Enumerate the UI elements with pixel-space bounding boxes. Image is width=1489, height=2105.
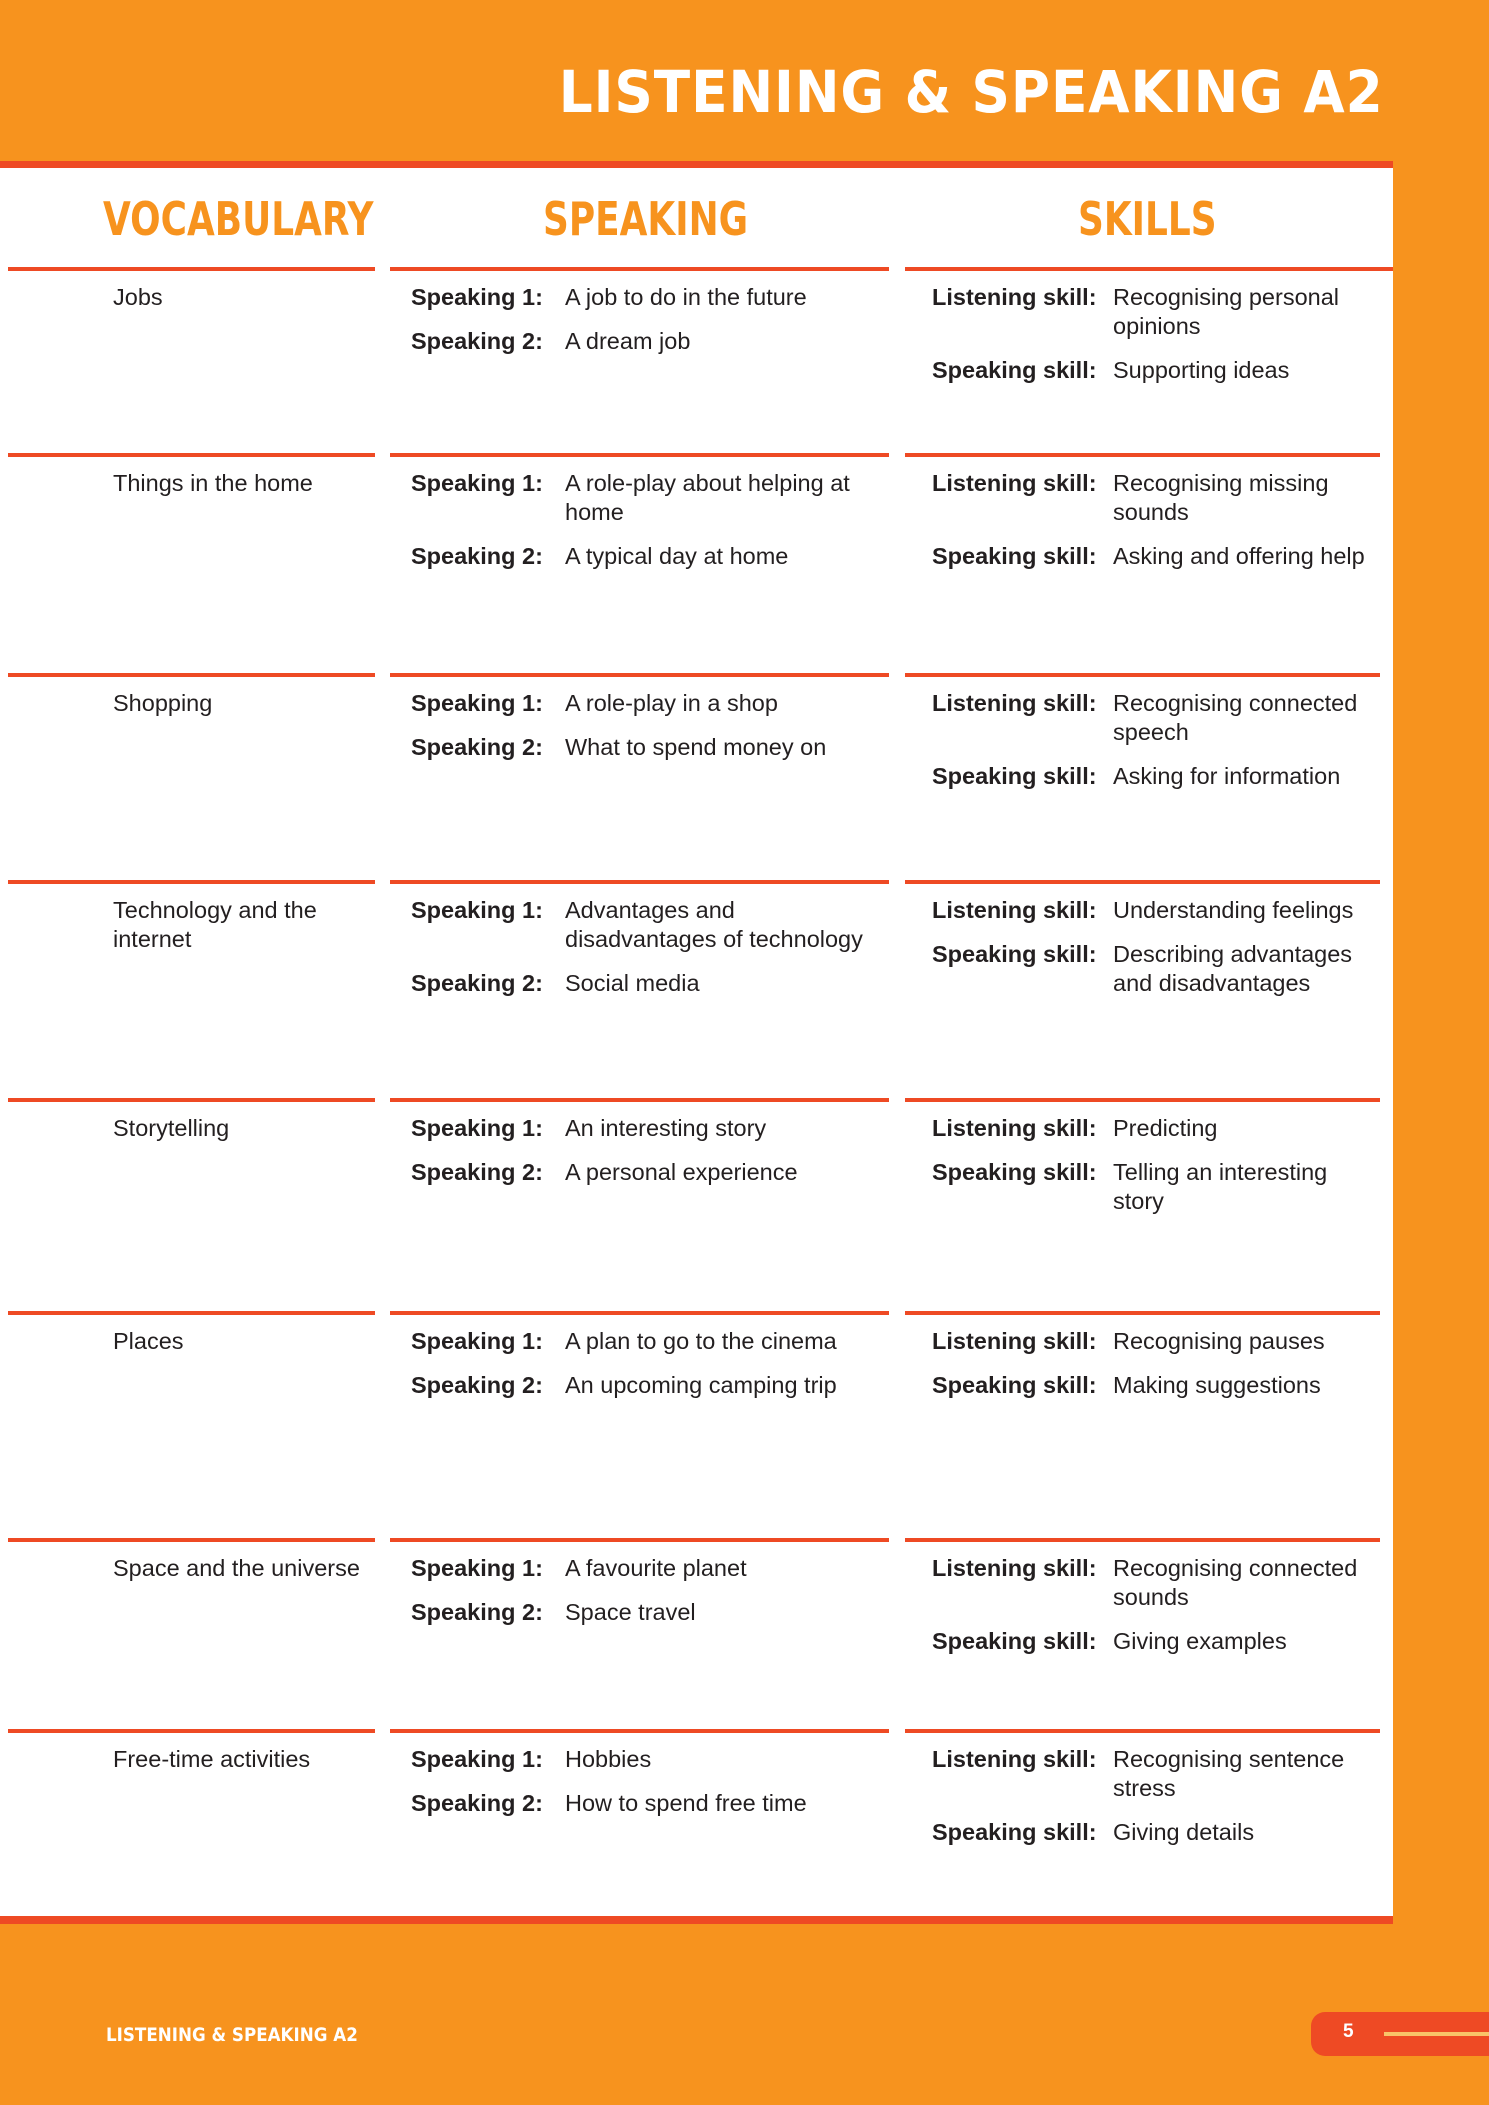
row-divider bbox=[905, 1311, 1380, 1315]
skill-value: Making suggestions bbox=[1113, 1372, 1321, 1398]
skill-item bbox=[932, 896, 1377, 925]
row-divider bbox=[8, 1729, 375, 1733]
skill-item bbox=[932, 356, 1377, 385]
skill-item bbox=[932, 542, 1377, 571]
speaking-label: Speaking 2: bbox=[411, 1159, 543, 1185]
skill-item bbox=[932, 1327, 1377, 1356]
speaking-label: Speaking 1: bbox=[411, 1555, 543, 1581]
speaking-item bbox=[411, 733, 881, 762]
skill-label: Listening skill: bbox=[932, 690, 1097, 716]
header-underline-vocabulary bbox=[8, 267, 375, 271]
skills-cell bbox=[932, 1554, 1377, 1671]
bottom-divider bbox=[0, 1916, 1393, 1924]
speaking-value: A job to do in the future bbox=[565, 284, 807, 310]
speaking-label: Speaking 2: bbox=[411, 970, 543, 996]
row-divider bbox=[905, 880, 1380, 884]
speaking-value: A role-play about helping at home bbox=[565, 470, 850, 525]
speaking-item bbox=[411, 1114, 881, 1143]
speaking-label: Speaking 2: bbox=[411, 734, 543, 760]
vocabulary-topic: Jobs bbox=[113, 284, 163, 310]
speaking-label: Speaking 2: bbox=[411, 1790, 543, 1816]
row-divider bbox=[390, 1098, 889, 1102]
speaking-item bbox=[411, 1327, 881, 1356]
skills-cell bbox=[932, 689, 1377, 806]
speaking-value: How to spend free time bbox=[565, 1790, 807, 1816]
speaking-cell bbox=[411, 283, 881, 371]
skill-label: Speaking skill: bbox=[932, 763, 1097, 789]
speaking-item bbox=[411, 469, 881, 527]
skills-cell bbox=[932, 1327, 1377, 1415]
speaking-value: A plan to go to the cinema bbox=[565, 1328, 837, 1354]
skill-label: Speaking skill: bbox=[932, 941, 1097, 967]
skills-cell bbox=[932, 1745, 1377, 1862]
skill-label: Listening skill: bbox=[932, 897, 1097, 923]
vocabulary-topic: Space and the universe bbox=[113, 1555, 360, 1581]
skill-value: Recognising personal opinions bbox=[1113, 284, 1340, 339]
skill-item bbox=[932, 1627, 1377, 1656]
column-header-speaking: SPEAKING bbox=[543, 192, 749, 246]
speaking-item bbox=[411, 1371, 881, 1400]
skills-cell bbox=[932, 896, 1377, 1013]
footer-title: LISTENING & SPEAKING A2 bbox=[106, 2024, 358, 2046]
skill-label: Listening skill: bbox=[932, 284, 1097, 310]
skill-value: Understanding feelings bbox=[1113, 897, 1354, 923]
row-divider bbox=[390, 1311, 889, 1315]
skill-label: Listening skill: bbox=[932, 1555, 1097, 1581]
speaking-value: A typical day at home bbox=[565, 543, 789, 569]
skill-value: Giving details bbox=[1113, 1819, 1255, 1845]
skill-item bbox=[932, 1554, 1377, 1612]
speaking-label: Speaking 1: bbox=[411, 470, 543, 496]
speaking-item bbox=[411, 542, 881, 571]
speaking-label: Speaking 1: bbox=[411, 690, 543, 716]
row-divider bbox=[905, 673, 1380, 677]
row-divider bbox=[8, 673, 375, 677]
row-divider bbox=[390, 880, 889, 884]
page-number-line bbox=[1384, 2032, 1489, 2036]
header-underline-skills bbox=[905, 267, 1393, 271]
speaking-label: Speaking 2: bbox=[411, 543, 543, 569]
column-header-vocabulary: VOCABULARY bbox=[103, 192, 374, 246]
speaking-label: Speaking 1: bbox=[411, 1115, 543, 1141]
skill-item bbox=[932, 1114, 1377, 1143]
skills-cell bbox=[932, 469, 1377, 586]
row-divider bbox=[905, 1098, 1380, 1102]
skill-value: Asking for information bbox=[1113, 763, 1341, 789]
vocabulary-topic: Things in the home bbox=[113, 470, 313, 496]
speaking-item bbox=[411, 969, 881, 998]
speaking-label: Speaking 2: bbox=[411, 328, 543, 354]
speaking-item bbox=[411, 1745, 881, 1774]
skill-item bbox=[932, 940, 1377, 998]
speaking-cell bbox=[411, 1327, 881, 1415]
skill-label: Speaking skill: bbox=[932, 1819, 1097, 1845]
vocabulary-topic: Shopping bbox=[113, 690, 213, 716]
speaking-value: An upcoming camping trip bbox=[565, 1372, 837, 1398]
skill-value: Recognising connected sounds bbox=[1113, 1555, 1358, 1610]
row-divider bbox=[905, 1729, 1380, 1733]
skill-item bbox=[932, 1158, 1377, 1216]
skill-label: Speaking skill: bbox=[932, 1372, 1097, 1398]
row-divider bbox=[8, 1538, 375, 1542]
vocabulary-topic: Places bbox=[113, 1328, 184, 1354]
row-divider bbox=[905, 1538, 1380, 1542]
top-divider bbox=[0, 161, 1393, 168]
row-divider bbox=[390, 673, 889, 677]
skill-label: Speaking skill: bbox=[932, 357, 1097, 383]
header-underline-speaking bbox=[390, 267, 889, 271]
row-divider bbox=[8, 880, 375, 884]
speaking-label: Speaking 1: bbox=[411, 284, 543, 310]
speaking-label: Speaking 2: bbox=[411, 1599, 543, 1625]
skill-value: Recognising sentence stress bbox=[1113, 1746, 1345, 1801]
vocabulary-topic: Technology and the internet bbox=[113, 897, 317, 952]
speaking-cell bbox=[411, 469, 881, 586]
skills-cell bbox=[932, 283, 1377, 400]
row-divider bbox=[8, 453, 375, 457]
skill-item bbox=[932, 1818, 1377, 1847]
skill-value: Asking and offering help bbox=[1113, 543, 1365, 569]
speaking-label: Speaking 1: bbox=[411, 1328, 543, 1354]
skill-label: Speaking skill: bbox=[932, 543, 1097, 569]
speaking-label: Speaking 2: bbox=[411, 1372, 543, 1398]
skill-item bbox=[932, 689, 1377, 747]
skill-value: Predicting bbox=[1113, 1115, 1218, 1141]
vocabulary-topic: Free-time activities bbox=[113, 1746, 311, 1772]
skill-value: Describing advantages and disadvantages bbox=[1113, 941, 1353, 996]
page-number: 5 bbox=[1343, 2021, 1354, 2042]
skill-item bbox=[932, 283, 1377, 341]
skill-value: Recognising pauses bbox=[1113, 1328, 1325, 1354]
skill-label: Listening skill: bbox=[932, 1115, 1097, 1141]
vocabulary-topic: Storytelling bbox=[113, 1115, 230, 1141]
row-divider bbox=[8, 1098, 375, 1102]
speaking-value: An interesting story bbox=[565, 1115, 767, 1141]
speaking-cell bbox=[411, 1554, 881, 1642]
page-title: LISTENING & SPEAKING A2 bbox=[559, 58, 1384, 126]
speaking-value: Social media bbox=[565, 970, 700, 996]
skill-label: Speaking skill: bbox=[932, 1628, 1097, 1654]
skill-value: Recognising missing sounds bbox=[1113, 470, 1329, 525]
speaking-item bbox=[411, 1158, 881, 1187]
speaking-value: Advantages and disadvantages of technology bbox=[565, 897, 863, 952]
row-divider bbox=[390, 453, 889, 457]
speaking-item bbox=[411, 1598, 881, 1627]
skill-item bbox=[932, 1371, 1377, 1400]
speaking-cell bbox=[411, 689, 881, 777]
speaking-label: Speaking 1: bbox=[411, 1746, 543, 1772]
speaking-value: Hobbies bbox=[565, 1746, 652, 1772]
speaking-item bbox=[411, 283, 881, 312]
speaking-value: A favourite planet bbox=[565, 1555, 747, 1581]
skill-label: Listening skill: bbox=[932, 470, 1097, 496]
skill-label: Listening skill: bbox=[932, 1328, 1097, 1354]
speaking-cell bbox=[411, 1745, 881, 1833]
speaking-value: What to spend money on bbox=[565, 734, 827, 760]
speaking-value: A dream job bbox=[565, 328, 691, 354]
skill-value: Recognising connected speech bbox=[1113, 690, 1358, 745]
speaking-cell bbox=[411, 896, 881, 1013]
speaking-value: Space travel bbox=[565, 1599, 696, 1625]
skill-item bbox=[932, 1745, 1377, 1803]
speaking-item bbox=[411, 1554, 881, 1583]
speaking-item bbox=[411, 327, 881, 356]
skill-label: Listening skill: bbox=[932, 1746, 1097, 1772]
row-divider bbox=[8, 1311, 375, 1315]
skill-value: Giving examples bbox=[1113, 1628, 1287, 1654]
skill-value: Supporting ideas bbox=[1113, 357, 1290, 383]
column-header-skills: SKILLS bbox=[1078, 192, 1217, 246]
speaking-item bbox=[411, 689, 881, 718]
row-divider bbox=[390, 1538, 889, 1542]
row-divider bbox=[905, 453, 1380, 457]
speaking-value: A personal experience bbox=[565, 1159, 798, 1185]
skill-item bbox=[932, 762, 1377, 791]
skill-label: Speaking skill: bbox=[932, 1159, 1097, 1185]
speaking-cell bbox=[411, 1114, 881, 1202]
skills-cell bbox=[932, 1114, 1377, 1231]
speaking-item bbox=[411, 1789, 881, 1818]
speaking-item bbox=[411, 896, 881, 954]
speaking-value: A role-play in a shop bbox=[565, 690, 778, 716]
speaking-label: Speaking 1: bbox=[411, 897, 543, 923]
row-divider bbox=[390, 1729, 889, 1733]
skill-item bbox=[932, 469, 1377, 527]
skill-value: Telling an interesting story bbox=[1113, 1159, 1328, 1214]
